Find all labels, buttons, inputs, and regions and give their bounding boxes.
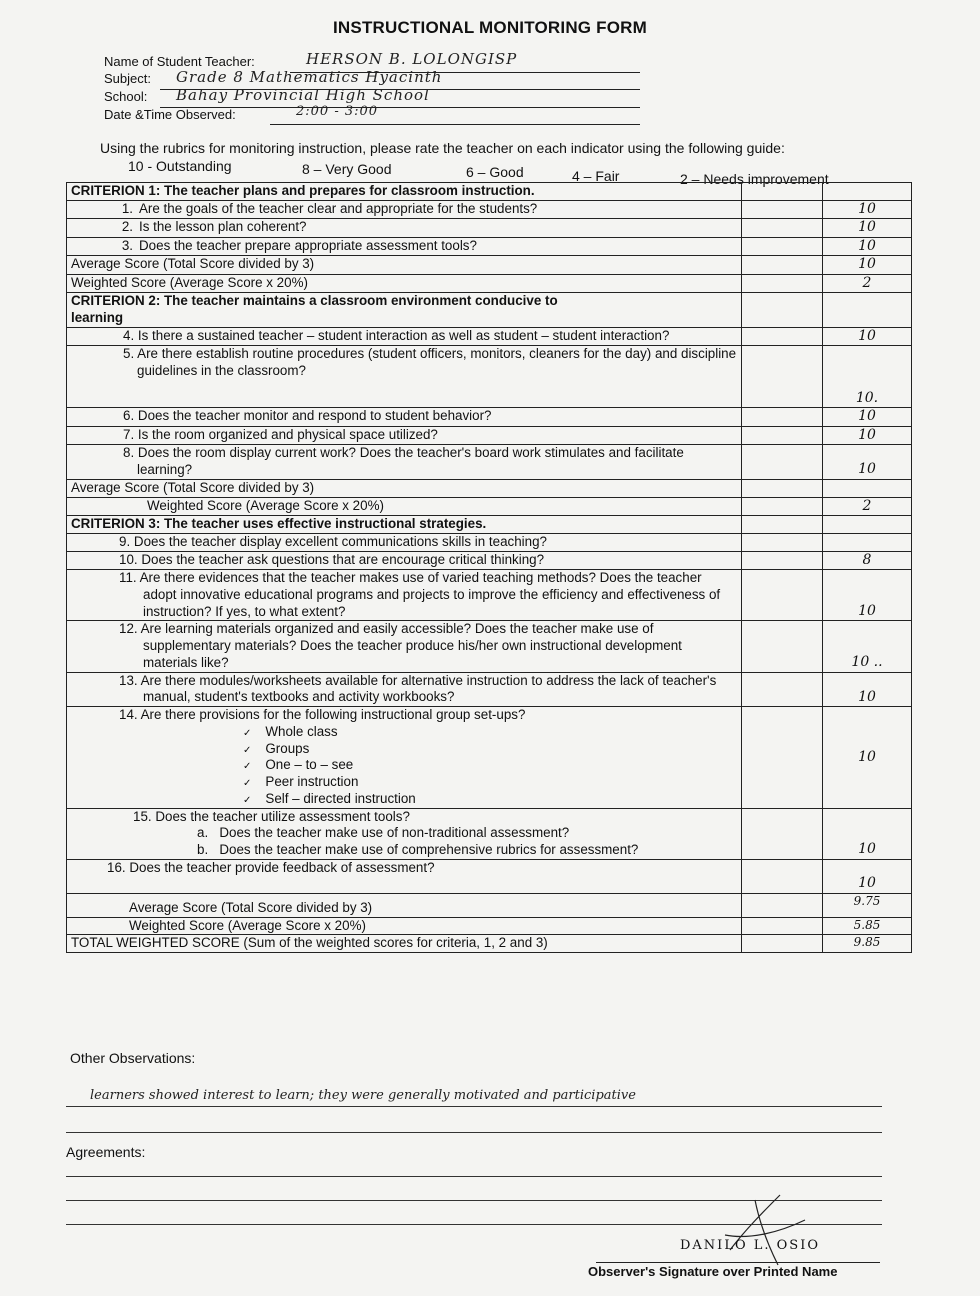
signature-line [596,1262,880,1263]
average-label: Average Score (Total Score divided by 3) [67,893,742,917]
average-label: Average Score (Total Score divided by 3) [67,479,742,497]
agreements-label: Agreements: [66,1144,146,1160]
datetime-value: 2:00 - 3:00 [296,104,379,119]
item-text: Does the teacher prepare appropriate assessment tools? [139,237,477,253]
item-score: 10 [823,219,912,238]
item-score: 10 [823,859,912,893]
weighted-label: Weighted Score (Average Score x 20%) [67,274,742,293]
table-row: 1. Are the goals of the teacher clear and appropriate for the students? 10 [67,200,912,219]
item-score: 10 [823,445,912,480]
item-score: 10 [823,237,912,256]
guide-good: 6 – Good [466,164,524,180]
item-text: Does the teacher monitor and respond to student behavior? [137,408,492,424]
criterion3-average-score: 9.75 [823,893,912,917]
subject-label: Subject: [104,71,151,86]
criterion1-average-score: 10 [823,256,912,275]
item-text: Does the teacher display excellent communications skills in teaching? [133,533,547,549]
table-row: 2. Is the lesson plan coherent? 10 [67,219,912,238]
item-text: Are learning materials organized and easily accessible? Does the teacher make use of supplementary materials? Does the teacher produce his/her own instructional development materials like? [140,621,682,670]
criterion3-heading: CRITERION 3: The teacher uses effective instructional strategies. [67,516,742,534]
table-row: 10. Does the teacher ask questions that are encourage critical thinking? 8 [67,551,912,570]
school-value: Bahay Provincial High School [176,86,430,104]
table-row: 8. Does the room display current work? Does the teacher's board work stimulates and facilitate learning? 10 [67,445,912,480]
table-row: 14. Are there provisions for the following instructional group set-ups? ✓ Whole class ✓ Groups ✓ One – to – see ✓ Peer instruction ✓ Self – directed instruction 10 [67,707,912,809]
list-item: ✓ Peer instruction [293,774,737,791]
criterion2-heading: CRITERION 2: The teacher maintains a classroom environment conducive to learning [67,293,742,328]
item-text: Are the goals of the teacher clear and appropriate for the students? [139,200,538,216]
table-row: 12. Are learning materials organized and easily accessible? Does the teacher make use of supplementary materials? Does the teacher produce his/her own instructional development materials like? 10 .. [67,621,912,672]
student-teacher-value: HERSON B. LOLONGISP [306,50,518,68]
criterion1-heading: CRITERION 1: The teacher plans and prepares for classroom instruction. [67,183,742,201]
item-score: 10 [823,200,912,219]
list-item: ✓ One – to – see [293,757,737,774]
sub-item-text: Does the teacher make use of non-traditional assessment? [219,825,570,841]
agreement-line [66,1176,882,1177]
guide-needs-improvement: 2 – Needs improvement [680,171,829,187]
item-score: 10 [823,707,912,809]
sub-item-text: Does the teacher make use of comprehensive rubrics for assessment? [219,842,639,857]
observation-line [66,1132,882,1133]
criterion3-weighted-score: 5.85 [823,917,912,935]
observer-signature-label: Observer's Signature over Printed Name [588,1264,838,1279]
item-score: 10 [823,426,912,445]
criterion2-weighted-row [67,497,912,516]
other-observations-label: Other Observations: [70,1050,196,1066]
observation-line [66,1106,882,1107]
criterion1-average-row [67,256,912,275]
guide-very-good: 8 – Very Good [302,161,392,177]
average-label: Average Score (Total Score divided by 3) [67,256,742,275]
item-score: 8 [823,551,912,570]
instructions-text: Using the rubrics for monitoring instruction, please rate the teacher on each indicator using the following guide: [100,140,785,156]
criterion2-average-score [823,479,912,497]
criterion2-weighted-score: 2 [823,497,912,516]
criterion1-weighted-row [67,274,912,293]
weighted-label: Weighted Score (Average Score x 20%) [67,497,742,516]
item-score: 10. [823,346,912,408]
item-score: 10 [823,570,912,621]
table-row: 3. Does the teacher prepare appropriate assessment tools? 10 [67,237,912,256]
criterion2-average-row [67,479,912,497]
item-text: Does the teacher utilize assessment tools? [155,808,410,824]
school-label: School: [104,89,148,104]
criterion1-weighted-score: 2 [823,274,912,293]
table-row: 7. Is the room organized and physical space utilized? 10 [67,426,912,445]
item-text: Are there provisions for the following instructional group set-ups? [140,707,526,722]
item-score: 10 [823,672,912,707]
criterion3-heading-row [67,516,912,534]
table-row: 13. Are there modules/worksheets available for alternative instruction to address the lack of teacher's manual, student's textbooks and activity workbooks? 10 [67,672,912,707]
total-row [67,935,912,953]
item-score: 10 [823,327,912,346]
list-item: ✓ Groups [293,741,737,758]
table-row: 5. Are there establish routine procedures (student officers, monitors, cleaners for the day) and discipline guidelines in the classroom? 10. [67,346,912,408]
criterion1-heading-row [67,183,912,201]
item-text: Is the room organized and physical space utilized? [137,426,438,442]
item-text: Does the room display current work? Does the teacher's board work stimulates and facilitate learning? [137,445,684,477]
datetime-underline [270,124,640,125]
item-score: 10 [823,408,912,427]
list-item: ✓ Self – directed instruction [293,791,737,808]
list-item: ✓ Whole class [293,724,737,741]
datetime-label: Date &Time Observed: [104,107,236,122]
criterion3-weighted-row [67,917,912,935]
table-row: 16. Does the teacher provide feedback of assessment? 10 [67,859,912,893]
guide-fair: 4 – Fair [572,168,620,184]
table-row: 15. Does the teacher utilize assessment tools? a. Does the teacher make use of non-traditional assessment? b. Does the teacher make use of comprehensive rubrics for assessment? 10 [67,808,912,859]
item-text: Are there evidences that the teacher makes use of varied teaching methods? Does the teacher adopt innovative educational programs and projects to improve the efficiency and effectiveness of instruction? If yes, to what extent? [139,570,721,619]
item-text: Is the lesson plan coherent? [139,219,307,235]
criterion3-average-row [67,893,912,917]
item-score: 10 .. [823,621,912,672]
item-text: Does the teacher ask questions that are encourage critical thinking? [141,551,545,567]
item-text: Are there establish routine procedures (student officers, monitors, cleaners for the day) and discipline guidelines in the classroom? [137,346,737,378]
group-setups-list [143,724,737,808]
weighted-label: Weighted Score (Average Score x 20%) [67,917,742,935]
item-text: Does the teacher provide feedback of assessment? [129,859,435,875]
item-text: Is there a sustained teacher – student interaction as well as student – student interaction? [137,327,670,343]
item-score: 10 [823,808,912,859]
table-row: 11. Are there evidences that the teacher makes use of varied teaching methods? Does the teacher adopt innovative educational programs and projects to improve the efficiency and effectiveness of instruction? If yes, to what extent? 10 [67,570,912,621]
total-label: TOTAL WEIGHTED SCORE (Sum of the weighted scores for criteria, 1, 2 and 3) [67,935,742,953]
other-observations-text: learners showed interest to learn; they were generally motivated and participative [90,1088,636,1103]
item-text: Are there modules/worksheets available for alternative instruction to address the lack of teacher's manual, student's textbooks and activity workbooks? [140,672,717,705]
item-score [823,533,912,551]
criterion2-heading-row [67,293,912,328]
form-title: INSTRUCTIONAL MONITORING FORM [333,18,647,37]
table-row: 4. Is there a sustained teacher – student interaction as well as student – student interaction? 10 [67,327,912,346]
table-row: 9. Does the teacher display excellent communications skills in teaching? [67,533,912,551]
rating-table [66,182,912,953]
observer-printed-name: DANILO L. OSIO [680,1238,820,1253]
observer-signature-mark [720,1190,810,1270]
guide-outstanding: 10 - Outstanding [128,158,232,174]
subject-value: Grade 8 Mathematics Hyacinth [176,68,443,86]
total-score: 9.85 [823,935,912,953]
table-row: 6. Does the teacher monitor and respond to student behavior? 10 [67,408,912,427]
student-teacher-label: Name of Student Teacher: [104,54,255,69]
